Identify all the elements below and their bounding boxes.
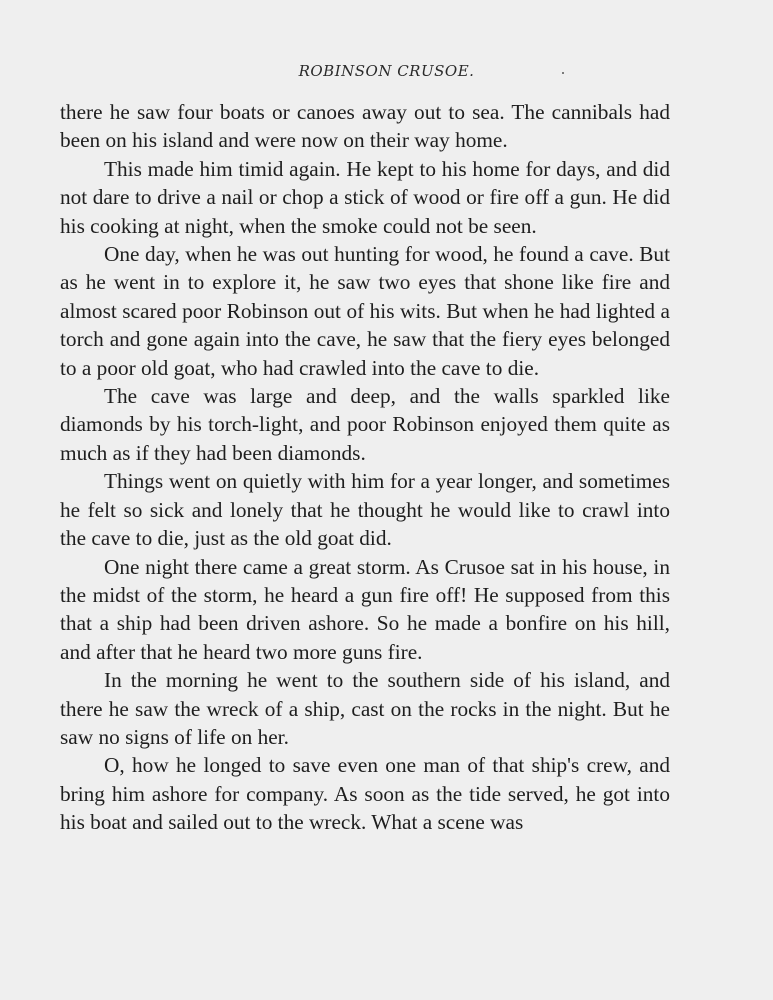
print-speck [562, 72, 564, 74]
running-head: ROBINSON CRUSOE. [298, 62, 475, 80]
paragraph: In the morning he went to the southern side of his island, and there he saw the wreck of a ship, cast on the rocks in the night. But he saw no signs of life on her. [60, 668, 670, 749]
paragraph: O, how he longed to save even one man of that ship's crew, and bring him ashore for company. As soon as the tide served, he got into his boat and sailed out to the wreck. What a scene was [60, 753, 670, 835]
paragraph: The cave was large and deep, and the walls sparkled like diamonds by his torch-light, and poor Robinson enjoyed them quite as much as if they had been diamonds. [60, 384, 670, 465]
paragraph: One night there came a great storm. As Crusoe sat in his house, in the midst of the storm, he heard a gun fire off! He supposed from this that a ship had been driven ashore. So he made a bonfire on his hill, and after that he heard two more guns fire. [60, 554, 670, 664]
body-text [60, 98, 670, 837]
paragraph: One day, when he was out hunting for wood, he found a cave. But as he went in to explore it, he saw two eyes that shone like fire and almost scared poor Robinson out of his wits. But when he had lighted a torch and gone again into the cave, he saw that the fiery eyes belonged to a poor old goat, who had crawled into the cave to die. [60, 242, 670, 380]
paragraph: there he saw four boats or canoes away out to sea. The cannibals had been on his island and were now on their way home. [60, 100, 670, 153]
paragraph: This made him timid again. He kept to his home for days, and did not dare to drive a nail or chop a stick of wood or fire off a gun. He did his cooking at night, when the smoke could not be seen. [60, 156, 670, 238]
paragraph: Things went on quietly with him for a year longer, and sometimes he felt so sick and lonely that he thought he would like to crawl into the cave to die, just as the old goat did. [60, 469, 670, 551]
